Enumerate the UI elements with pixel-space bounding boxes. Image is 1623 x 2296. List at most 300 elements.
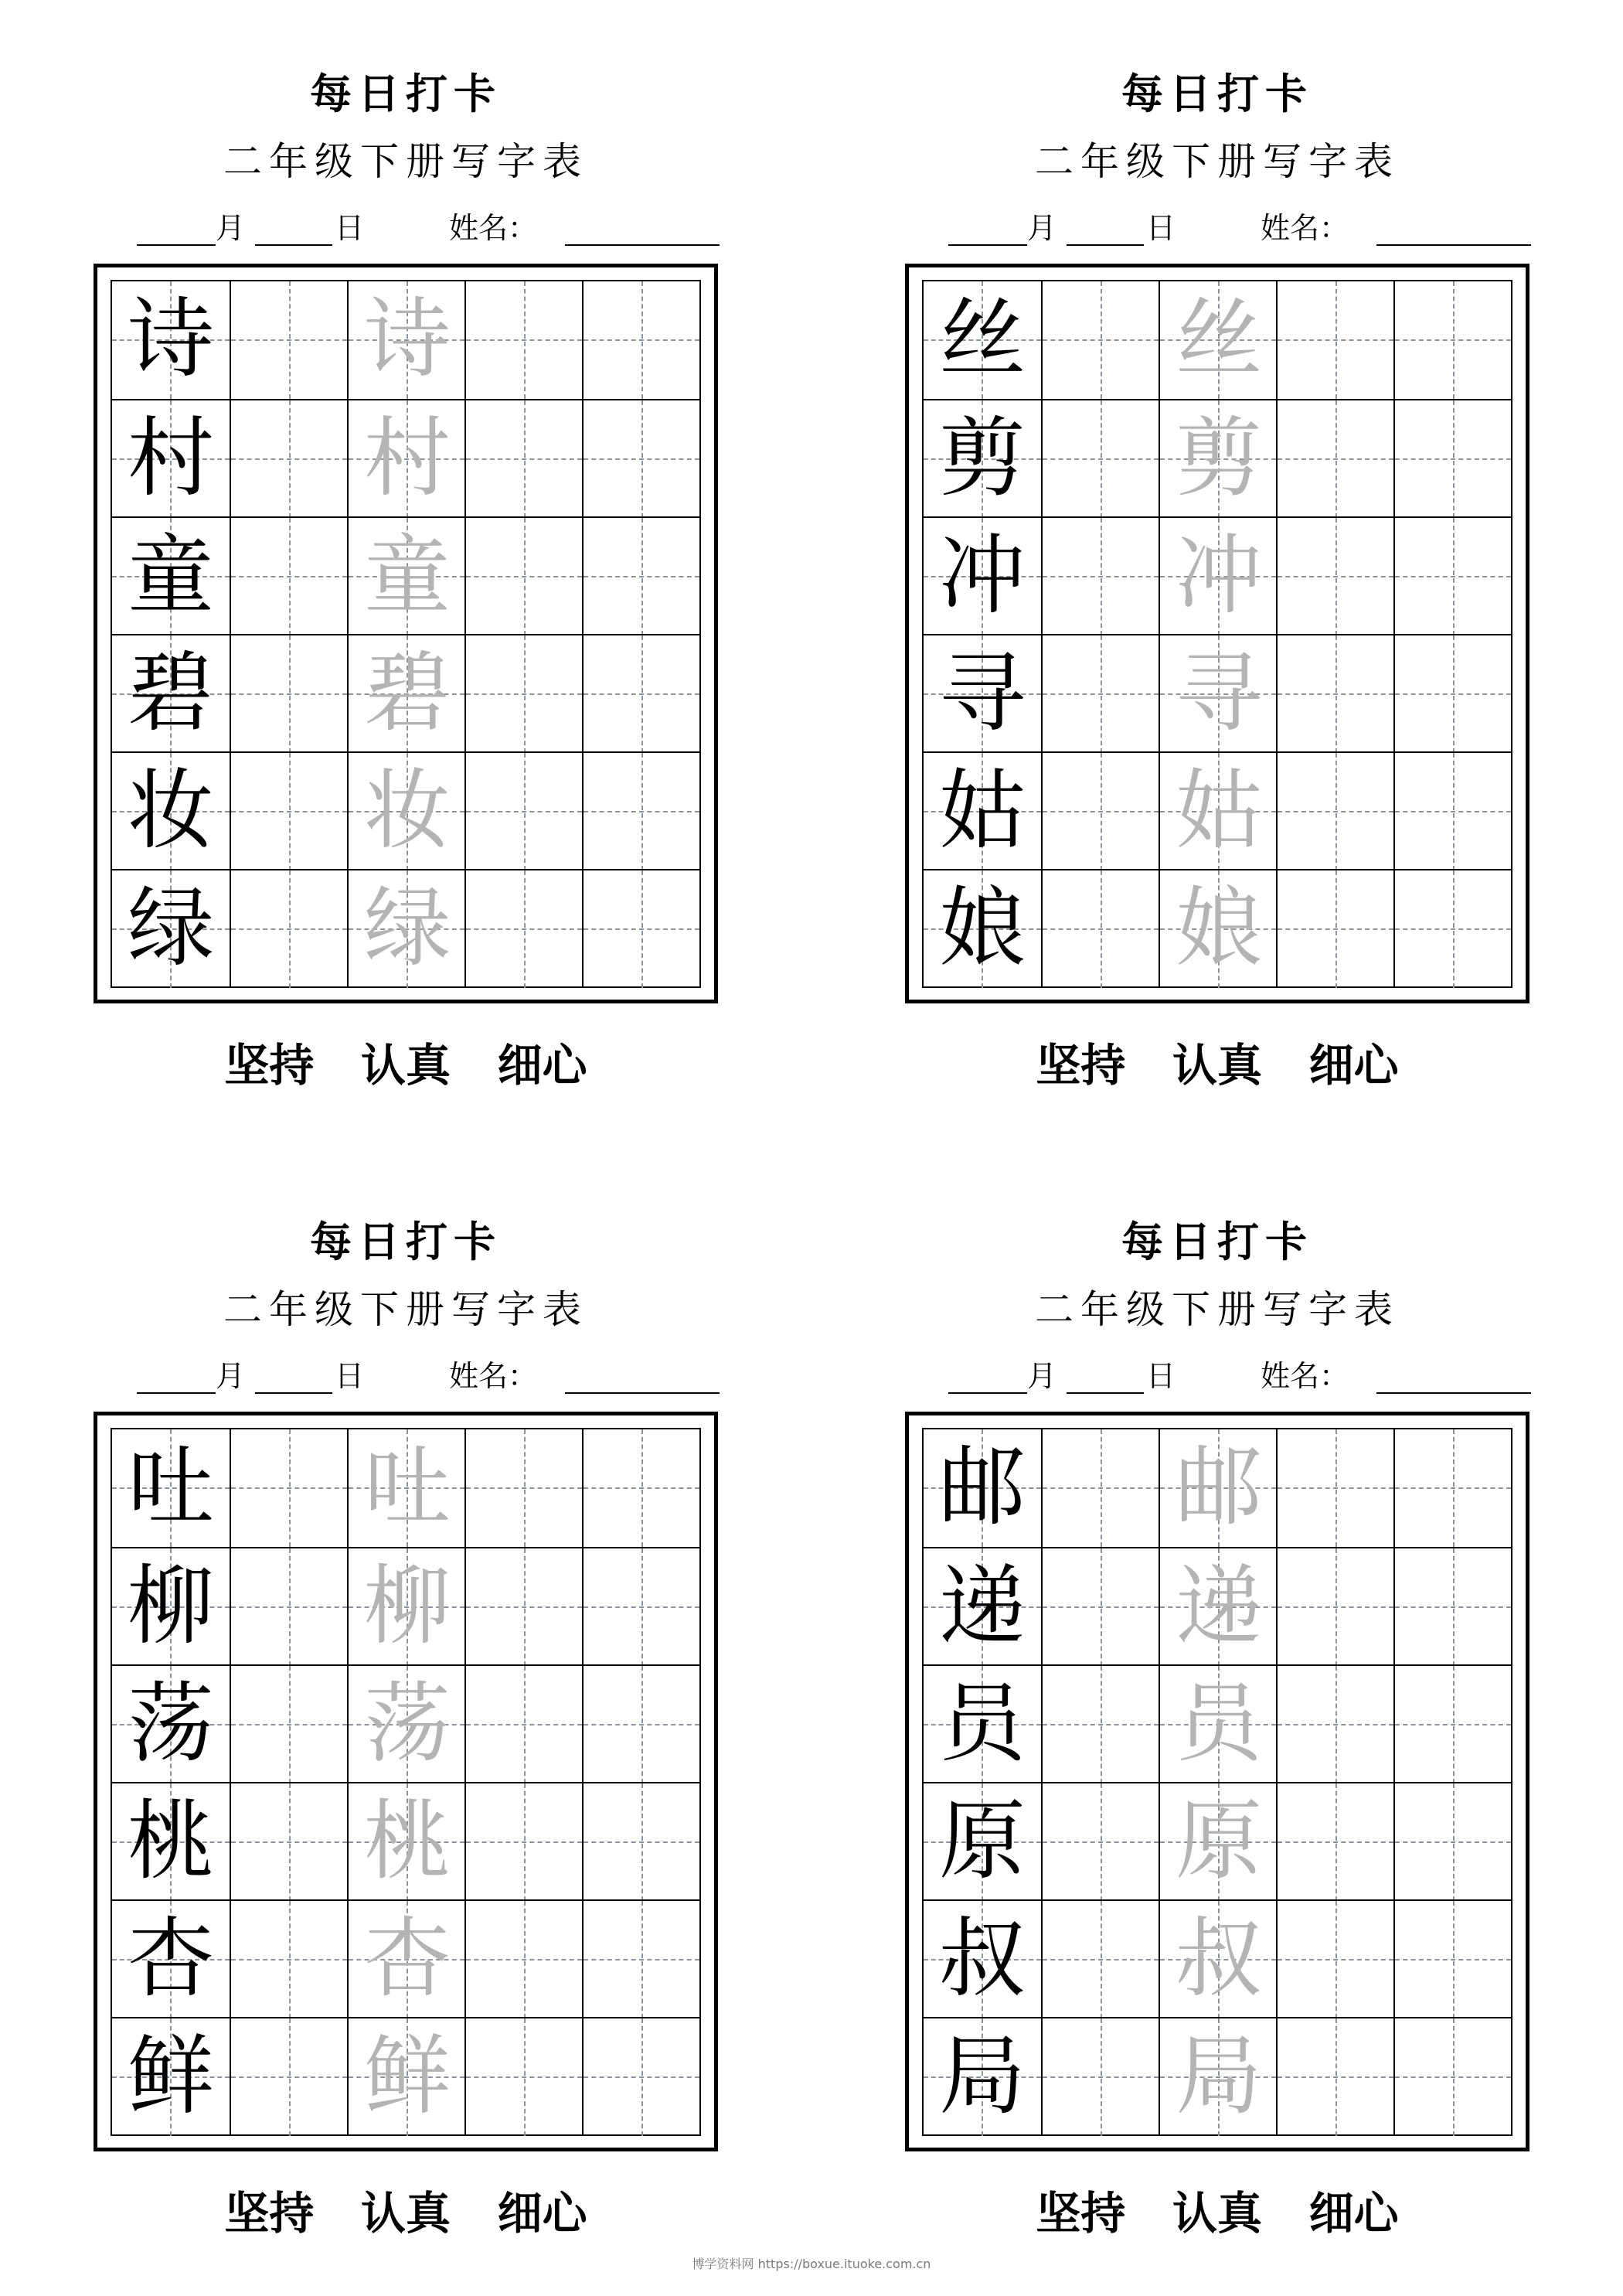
guide-line-vertical xyxy=(641,1666,643,1783)
model-character: 局 xyxy=(939,2026,1026,2127)
guide-line-vertical xyxy=(289,753,291,870)
trace-character: 荡 xyxy=(364,1674,451,1774)
trace-cell[interactable] xyxy=(347,870,464,988)
practice-cell[interactable] xyxy=(1041,1548,1159,1666)
trace-cell[interactable] xyxy=(1159,1901,1276,2018)
guide-line-vertical xyxy=(1453,1548,1455,1666)
guide-line-vertical xyxy=(1101,1901,1102,2018)
trace-cell[interactable] xyxy=(1159,400,1276,518)
practice-cell[interactable] xyxy=(464,1429,582,1547)
model-cell xyxy=(924,400,1041,518)
trace-cell[interactable] xyxy=(1159,1783,1276,1901)
model-cell xyxy=(112,1783,230,1901)
model-character: 剪 xyxy=(939,408,1026,509)
guide-line-vertical xyxy=(641,753,643,870)
trace-cell[interactable] xyxy=(347,400,464,518)
guide-line-vertical xyxy=(1335,1783,1337,1901)
model-cell xyxy=(112,1666,230,1783)
practice-cell[interactable] xyxy=(464,1901,582,2018)
guide-line-vertical xyxy=(1335,2018,1337,2136)
name-label: 姓名： xyxy=(449,211,538,245)
practice-card-4 xyxy=(812,1148,1623,2296)
practice-cell[interactable] xyxy=(230,1548,347,1666)
guide-line-vertical xyxy=(1335,753,1337,870)
trace-cell[interactable] xyxy=(347,2018,464,2136)
guide-line-vertical xyxy=(641,1783,643,1901)
model-cell xyxy=(924,635,1041,753)
guide-line-vertical xyxy=(1453,635,1455,753)
model-character: 鲜 xyxy=(128,2026,214,2127)
guide-line-vertical xyxy=(1335,1548,1337,1666)
writing-grid xyxy=(111,280,701,988)
practice-cell[interactable] xyxy=(582,870,699,988)
trace-cell[interactable] xyxy=(347,1666,464,1783)
practice-cell[interactable] xyxy=(1276,281,1393,399)
grid-row xyxy=(924,281,1511,399)
motto: 坚持 认真 细心 xyxy=(1036,2187,1399,2240)
grid-row xyxy=(112,634,699,753)
practice-cell[interactable] xyxy=(582,518,699,635)
card-subtitle: 二年级下册写字表 xyxy=(223,139,588,184)
grid-row xyxy=(924,1547,1511,1666)
guide-line-vertical xyxy=(1101,1548,1102,1666)
grid-row xyxy=(112,869,699,988)
practice-cell[interactable] xyxy=(1393,400,1511,518)
trace-cell[interactable] xyxy=(347,1783,464,1901)
guide-line-vertical xyxy=(289,2018,291,2136)
trace-character: 员 xyxy=(1176,1674,1262,1774)
model-character: 村 xyxy=(128,408,214,509)
guide-line-vertical xyxy=(524,518,526,635)
model-character: 荡 xyxy=(128,1674,214,1774)
model-character: 冲 xyxy=(939,526,1026,626)
guide-line-vertical xyxy=(641,1429,643,1547)
practice-cell[interactable] xyxy=(1393,2018,1511,2136)
practice-card-1 xyxy=(0,0,812,1148)
practice-cell[interactable] xyxy=(582,1783,699,1901)
trace-cell[interactable] xyxy=(347,635,464,753)
practice-cell[interactable] xyxy=(1041,1666,1159,1783)
guide-line-vertical xyxy=(1335,518,1337,635)
guide-line-vertical xyxy=(1453,281,1455,399)
guide-line-vertical xyxy=(289,518,291,635)
guide-line-vertical xyxy=(289,870,291,988)
day-input[interactable] xyxy=(1067,244,1144,246)
model-character: 诗 xyxy=(128,289,214,390)
model-character: 寻 xyxy=(939,643,1026,744)
practice-cell[interactable] xyxy=(230,400,347,518)
model-cell xyxy=(924,1429,1041,1547)
day-label: 日 xyxy=(335,211,365,245)
model-character: 叔 xyxy=(939,1909,1026,2009)
name-input[interactable] xyxy=(565,1392,720,1394)
practice-card-2 xyxy=(812,0,1623,1148)
guide-line-vertical xyxy=(1453,518,1455,635)
model-cell xyxy=(112,518,230,635)
practice-cell[interactable] xyxy=(464,1548,582,1666)
guide-line-vertical xyxy=(1335,281,1337,399)
trace-cell[interactable] xyxy=(347,1548,464,1666)
practice-cell[interactable] xyxy=(1041,870,1159,988)
model-character: 碧 xyxy=(128,643,214,744)
name-input[interactable] xyxy=(1376,244,1531,246)
model-character: 娘 xyxy=(939,878,1026,979)
practice-cell[interactable] xyxy=(230,1901,347,2018)
practice-cell[interactable] xyxy=(1276,400,1393,518)
practice-cell[interactable] xyxy=(230,635,347,753)
trace-character: 丝 xyxy=(1176,289,1262,390)
practice-cell[interactable] xyxy=(230,1666,347,1783)
grid-row xyxy=(112,2017,699,2136)
writing-grid xyxy=(111,1428,701,2136)
trace-character: 杏 xyxy=(364,1909,451,2009)
practice-cell[interactable] xyxy=(1276,1548,1393,1666)
guide-line-vertical xyxy=(1101,400,1102,518)
practice-cell[interactable] xyxy=(1393,870,1511,988)
grid-row xyxy=(112,281,699,399)
guide-line-vertical xyxy=(1453,1429,1455,1547)
guide-line-vertical xyxy=(1335,635,1337,753)
practice-cell[interactable] xyxy=(464,2018,582,2136)
day-label: 日 xyxy=(335,1359,365,1393)
practice-cell[interactable] xyxy=(582,635,699,753)
practice-cell[interactable] xyxy=(1276,635,1393,753)
trace-character: 冲 xyxy=(1176,526,1262,626)
date-name-line xyxy=(948,210,1536,249)
guide-line-vertical xyxy=(524,753,526,870)
guide-line-vertical xyxy=(641,870,643,988)
model-cell xyxy=(924,1783,1041,1901)
trace-character: 鲜 xyxy=(364,2026,451,2127)
day-input[interactable] xyxy=(255,1392,332,1394)
practice-cell[interactable] xyxy=(230,281,347,399)
model-character: 姑 xyxy=(939,761,1026,861)
trace-character: 邮 xyxy=(1176,1437,1262,1538)
day-label: 日 xyxy=(1146,1359,1176,1393)
practice-cell[interactable] xyxy=(582,1429,699,1547)
trace-cell[interactable] xyxy=(1159,753,1276,870)
practice-cell[interactable] xyxy=(464,635,582,753)
guide-line-vertical xyxy=(1453,400,1455,518)
practice-cell[interactable] xyxy=(1393,1783,1511,1901)
practice-cell[interactable] xyxy=(1276,1666,1393,1783)
month-input[interactable] xyxy=(948,1392,1027,1394)
guide-line-vertical xyxy=(524,1666,526,1783)
trace-character: 原 xyxy=(1176,1791,1262,1892)
guide-line-vertical xyxy=(289,635,291,753)
practice-cell[interactable] xyxy=(230,870,347,988)
guide-line-vertical xyxy=(1453,2018,1455,2136)
model-character: 员 xyxy=(939,1674,1026,1774)
card-title: 每日打卡 xyxy=(1121,1217,1313,1266)
month-input[interactable] xyxy=(137,1392,216,1394)
guide-line-vertical xyxy=(289,281,291,399)
watermark: 博学资料网 https://boxue.ituoke.com.cn xyxy=(692,2257,931,2271)
practice-cell[interactable] xyxy=(1393,635,1511,753)
guide-line-vertical xyxy=(1453,1666,1455,1783)
trace-cell[interactable] xyxy=(1159,2018,1276,2136)
trace-character: 剪 xyxy=(1176,408,1262,509)
trace-character: 绿 xyxy=(364,878,451,979)
date-name-line xyxy=(137,210,724,249)
guide-line-vertical xyxy=(1101,2018,1102,2136)
model-cell xyxy=(112,870,230,988)
model-cell xyxy=(112,1901,230,2018)
grid-row xyxy=(924,1664,1511,1783)
grid-row xyxy=(112,1429,699,1547)
grid-row xyxy=(924,751,1511,870)
practice-cell[interactable] xyxy=(582,400,699,518)
guide-line-vertical xyxy=(1453,1783,1455,1901)
guide-line-vertical xyxy=(524,1783,526,1901)
guide-line-vertical xyxy=(524,635,526,753)
guide-line-vertical xyxy=(1453,1901,1455,2018)
practice-cell[interactable] xyxy=(1041,281,1159,399)
month-label: 月 xyxy=(216,211,246,245)
trace-character: 妆 xyxy=(364,761,451,861)
trace-character: 碧 xyxy=(364,643,451,744)
day-input[interactable] xyxy=(1067,1392,1144,1394)
model-character: 丝 xyxy=(939,289,1026,390)
guide-line-vertical xyxy=(1335,1901,1337,2018)
practice-cell[interactable] xyxy=(230,1429,347,1547)
trace-cell[interactable] xyxy=(1159,518,1276,635)
grid-row xyxy=(924,869,1511,988)
card-title: 每日打卡 xyxy=(310,1217,502,1266)
practice-cell[interactable] xyxy=(1276,1429,1393,1547)
practice-cell[interactable] xyxy=(1276,1901,1393,2018)
practice-cell[interactable] xyxy=(464,400,582,518)
trace-character: 寻 xyxy=(1176,643,1262,744)
guide-line-vertical xyxy=(289,1429,291,1547)
day-input[interactable] xyxy=(255,244,332,246)
guide-line-vertical xyxy=(1101,1429,1102,1547)
trace-cell[interactable] xyxy=(347,1901,464,2018)
grid-row xyxy=(924,1429,1511,1547)
practice-cell[interactable] xyxy=(582,1666,699,1783)
trace-cell[interactable] xyxy=(1159,281,1276,399)
practice-cell[interactable] xyxy=(1393,1548,1511,1666)
model-character: 吐 xyxy=(128,1437,214,1538)
grid-row xyxy=(924,634,1511,753)
guide-line-vertical xyxy=(641,281,643,399)
practice-cell[interactable] xyxy=(464,753,582,870)
grid-row xyxy=(112,399,699,518)
trace-cell[interactable] xyxy=(1159,1429,1276,1547)
card-title: 每日打卡 xyxy=(1121,69,1313,118)
model-cell xyxy=(924,1901,1041,2018)
month-input[interactable] xyxy=(137,244,216,246)
practice-cell[interactable] xyxy=(230,1783,347,1901)
trace-character: 柳 xyxy=(364,1556,451,1657)
guide-line-vertical xyxy=(1335,1666,1337,1783)
model-cell xyxy=(112,1429,230,1547)
practice-cell[interactable] xyxy=(1276,870,1393,988)
grid-row xyxy=(112,1664,699,1783)
grid-row xyxy=(924,1782,1511,1901)
trace-character: 局 xyxy=(1176,2026,1262,2127)
date-name-line xyxy=(948,1358,1536,1397)
trace-character: 桃 xyxy=(364,1791,451,1892)
practice-cell[interactable] xyxy=(1276,753,1393,870)
month-label: 月 xyxy=(1027,211,1057,245)
guide-line-vertical xyxy=(524,1429,526,1547)
practice-cell[interactable] xyxy=(1041,1783,1159,1901)
model-character: 童 xyxy=(128,526,214,626)
practice-cell[interactable] xyxy=(1393,1901,1511,2018)
trace-character: 递 xyxy=(1176,1556,1262,1657)
grid-row xyxy=(924,1899,1511,2018)
practice-cell[interactable] xyxy=(1276,2018,1393,2136)
trace-cell[interactable] xyxy=(1159,635,1276,753)
trace-character: 姑 xyxy=(1176,761,1262,861)
month-input[interactable] xyxy=(948,244,1027,246)
motto: 坚持 认真 细心 xyxy=(1036,1039,1399,1092)
model-character: 递 xyxy=(939,1556,1026,1657)
practice-cell[interactable] xyxy=(230,2018,347,2136)
guide-line-vertical xyxy=(1101,753,1102,870)
practice-cell[interactable] xyxy=(1393,1429,1511,1547)
trace-cell[interactable] xyxy=(347,1429,464,1547)
practice-cell[interactable] xyxy=(1393,1666,1511,1783)
guide-line-vertical xyxy=(289,1666,291,1783)
day-label: 日 xyxy=(1146,211,1176,245)
guide-line-vertical xyxy=(1453,753,1455,870)
writing-grid xyxy=(922,1428,1512,2136)
guide-line-vertical xyxy=(1453,870,1455,988)
grid-row xyxy=(112,1782,699,1901)
trace-character: 童 xyxy=(364,526,451,626)
trace-cell[interactable] xyxy=(347,753,464,870)
guide-line-vertical xyxy=(289,1783,291,1901)
guide-line-vertical xyxy=(1101,870,1102,988)
practice-cell[interactable] xyxy=(582,753,699,870)
model-character: 柳 xyxy=(128,1556,214,1657)
guide-line-vertical xyxy=(524,2018,526,2136)
name-label: 姓名： xyxy=(1261,211,1349,245)
model-character: 邮 xyxy=(939,1437,1026,1538)
name-label: 姓名： xyxy=(449,1359,538,1393)
practice-cell[interactable] xyxy=(464,1666,582,1783)
card-title: 每日打卡 xyxy=(310,69,502,118)
grid-row xyxy=(924,2017,1511,2136)
motto: 坚持 认真 细心 xyxy=(224,2187,587,2240)
guide-line-vertical xyxy=(641,1901,643,2018)
guide-line-vertical xyxy=(1101,1666,1102,1783)
trace-character: 诗 xyxy=(364,289,451,390)
practice-cell[interactable] xyxy=(1393,281,1511,399)
practice-cell[interactable] xyxy=(582,2018,699,2136)
trace-cell[interactable] xyxy=(347,518,464,635)
guide-line-vertical xyxy=(641,400,643,518)
model-character: 桃 xyxy=(128,1791,214,1892)
practice-cell[interactable] xyxy=(1393,518,1511,635)
practice-cell[interactable] xyxy=(582,1548,699,1666)
guide-line-vertical xyxy=(641,1548,643,1666)
practice-cell[interactable] xyxy=(464,1783,582,1901)
guide-line-vertical xyxy=(524,870,526,988)
practice-cell[interactable] xyxy=(1041,400,1159,518)
guide-line-vertical xyxy=(524,1901,526,2018)
practice-cell[interactable] xyxy=(582,281,699,399)
name-label: 姓名： xyxy=(1261,1359,1349,1393)
model-character: 妆 xyxy=(128,761,214,861)
model-cell xyxy=(924,1666,1041,1783)
practice-cell[interactable] xyxy=(582,1901,699,2018)
model-cell xyxy=(924,281,1041,399)
practice-cell[interactable] xyxy=(464,870,582,988)
practice-cell[interactable] xyxy=(464,518,582,635)
practice-cell[interactable] xyxy=(1041,635,1159,753)
model-cell xyxy=(924,518,1041,635)
guide-line-vertical xyxy=(1335,870,1337,988)
trace-cell[interactable] xyxy=(1159,1548,1276,1666)
practice-cell[interactable] xyxy=(230,753,347,870)
practice-cell[interactable] xyxy=(1041,1901,1159,2018)
month-label: 月 xyxy=(216,1359,246,1393)
grid-row xyxy=(112,1547,699,1666)
trace-cell[interactable] xyxy=(1159,1666,1276,1783)
trace-cell[interactable] xyxy=(347,281,464,399)
month-label: 月 xyxy=(1027,1359,1057,1393)
model-cell xyxy=(112,281,230,399)
practice-cell[interactable] xyxy=(1041,1429,1159,1547)
card-subtitle: 二年级下册写字表 xyxy=(223,1287,588,1332)
practice-cell[interactable] xyxy=(1041,518,1159,635)
motto: 坚持 认真 细心 xyxy=(224,1039,587,1092)
grid-row xyxy=(112,751,699,870)
practice-cell[interactable] xyxy=(230,518,347,635)
trace-cell[interactable] xyxy=(1159,870,1276,988)
practice-cell[interactable] xyxy=(1041,2018,1159,2136)
guide-line-vertical xyxy=(1101,281,1102,399)
guide-line-vertical xyxy=(289,1901,291,2018)
model-character: 绿 xyxy=(128,878,214,979)
card-subtitle: 二年级下册写字表 xyxy=(1035,139,1400,184)
model-cell xyxy=(112,635,230,753)
practice-cell[interactable] xyxy=(1276,1783,1393,1901)
model-character: 杏 xyxy=(128,1909,214,2009)
model-cell xyxy=(924,1548,1041,1666)
model-cell xyxy=(112,753,230,870)
grid-row xyxy=(924,516,1511,635)
model-character: 原 xyxy=(939,1791,1026,1892)
name-input[interactable] xyxy=(1376,1392,1531,1394)
grid-row xyxy=(112,516,699,635)
model-cell xyxy=(924,870,1041,988)
trace-character: 娘 xyxy=(1176,878,1262,979)
model-cell xyxy=(112,1548,230,1666)
practice-cell[interactable] xyxy=(1276,518,1393,635)
practice-cell[interactable] xyxy=(1041,753,1159,870)
trace-character: 吐 xyxy=(364,1437,451,1538)
name-input[interactable] xyxy=(565,244,720,246)
guide-line-vertical xyxy=(641,635,643,753)
guide-line-vertical xyxy=(524,281,526,399)
guide-line-vertical xyxy=(289,1548,291,1666)
grid-row xyxy=(112,1899,699,2018)
card-subtitle: 二年级下册写字表 xyxy=(1035,1287,1400,1332)
model-cell xyxy=(112,400,230,518)
guide-line-vertical xyxy=(524,400,526,518)
guide-line-vertical xyxy=(1101,518,1102,635)
practice-cell[interactable] xyxy=(464,281,582,399)
guide-line-vertical xyxy=(1335,400,1337,518)
trace-character: 叔 xyxy=(1176,1909,1262,2009)
practice-cell[interactable] xyxy=(1393,753,1511,870)
writing-grid xyxy=(922,280,1512,988)
guide-line-vertical xyxy=(1101,1783,1102,1901)
